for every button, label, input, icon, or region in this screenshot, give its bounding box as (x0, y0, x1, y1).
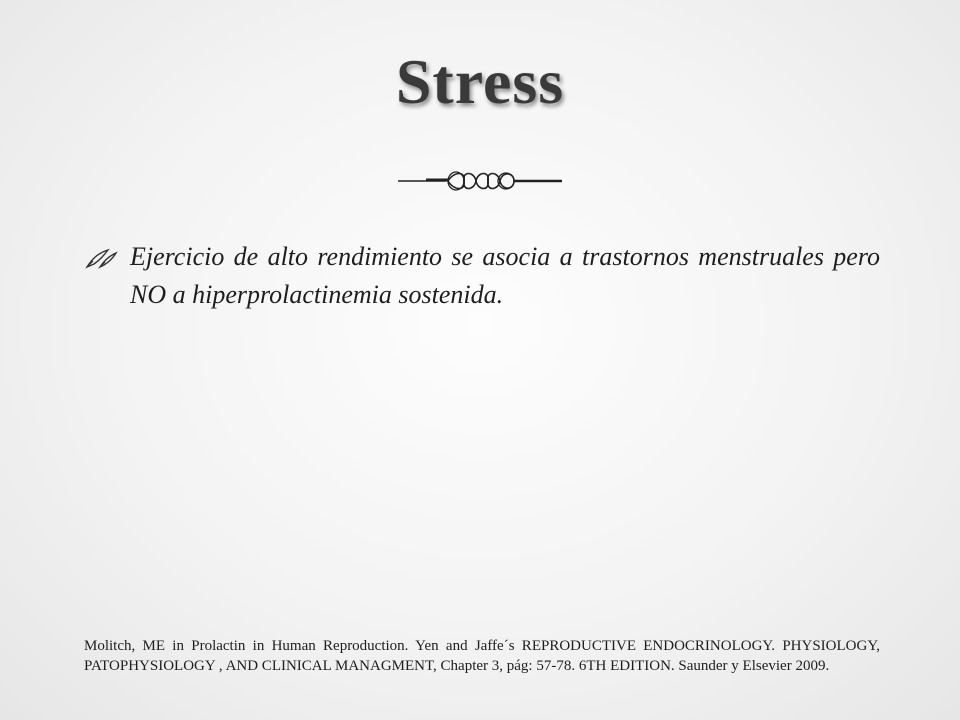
slide-title: Stress (395, 46, 565, 117)
bullet-list (84, 238, 880, 314)
flourish-divider-icon (396, 166, 564, 196)
citation-reference: Molitch, ME in Prolactin in Human Reproduction. Yen and Jaffe´s REPRODUCTIVE ENDOCRINOLOGY. PHYSIOLOGY, PATOPHYSIOLOGY , AND CLINICAL MANAGMENT, Chapter 3, pág: 57-78. 6TH EDITION. Saunder y Elsevier 2009. (84, 638, 880, 674)
quill-pen-bullet-icon (84, 247, 118, 269)
bullet-item: Ejercicio de alto rendimiento se asocia a trastornos menstruales pero NO a hiperprolactinemia sostenida. (130, 242, 880, 309)
